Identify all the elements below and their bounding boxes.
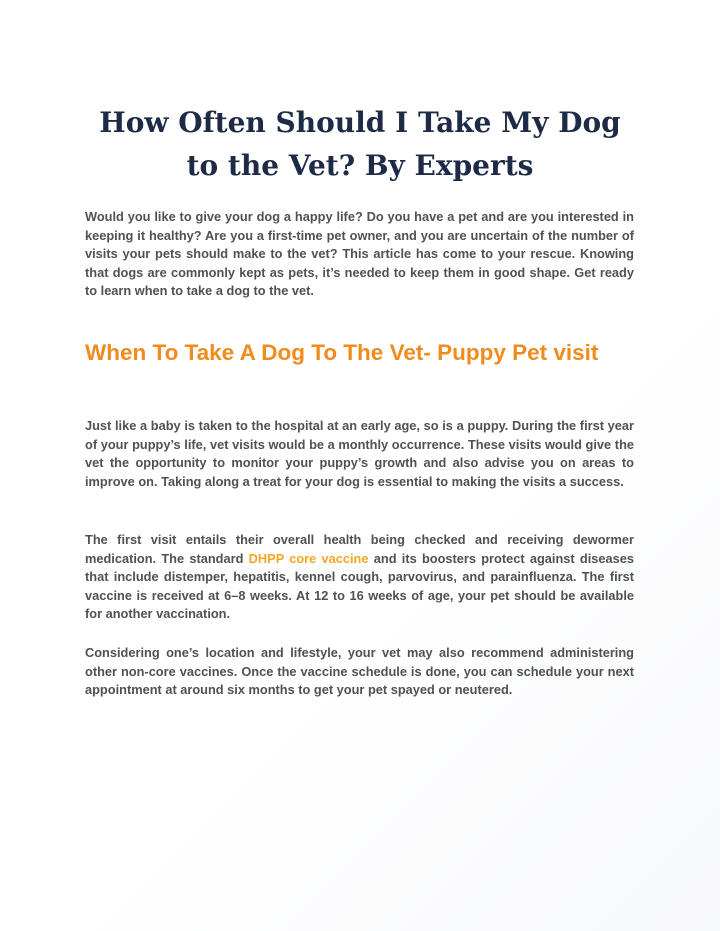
section-heading: When To Take A Dog To The Vet- Puppy Pet visit [85, 340, 599, 365]
intro-paragraph: Would you like to give your dog a happy life? Do you have a pet and are you interested in keeping it healthy? Are you a first-time pet owner, and you are uncertain of the number of visits your pets should make to the vet? This article has come to your rescue. Knowing that dogs are commonly kept as pets, it’s needed to keep them in good shape. Get ready to learn when to take a dog to the vet. [85, 209, 634, 299]
non-core-vaccines-paragraph: Considering one’s location and lifestyle, your vet may also recommend administering other non-core vaccines. Once the vaccine schedule is done, you can schedule your next appointment at around six months to get your pet spayed or neutered. [85, 645, 634, 698]
first-visit-text-start: The first visit entails their overall health being checked and receiving dewormer medication. The standard [85, 532, 634, 566]
first-visit-text-end: and its boosters protect against diseases that include distemper, hepatitis, kennel cough, parvovirus, and parainfluenza. The first vaccine is received at 6–8 weeks. At 12 to 16 weeks of age, your pet should be available for another vaccination. [85, 550, 634, 622]
dhpp-vaccine-link[interactable]: DHPP core vaccine [248, 550, 369, 566]
article-title: How Often Should I Take My Dog to the Vet? By Experts [99, 106, 621, 182]
first-visit-paragraph [85, 531, 634, 624]
puppy-visit-paragraph: Just like a baby is taken to the hospital at an early age, so is a puppy. During the first year of your puppy’s life, vet visits would be a monthly occurrence. These visits would give the vet the opportunity to monitor your puppy’s growth and also advise you on areas to improve on. Taking along a treat for your dog is essential to making the visits a success. [85, 418, 634, 489]
